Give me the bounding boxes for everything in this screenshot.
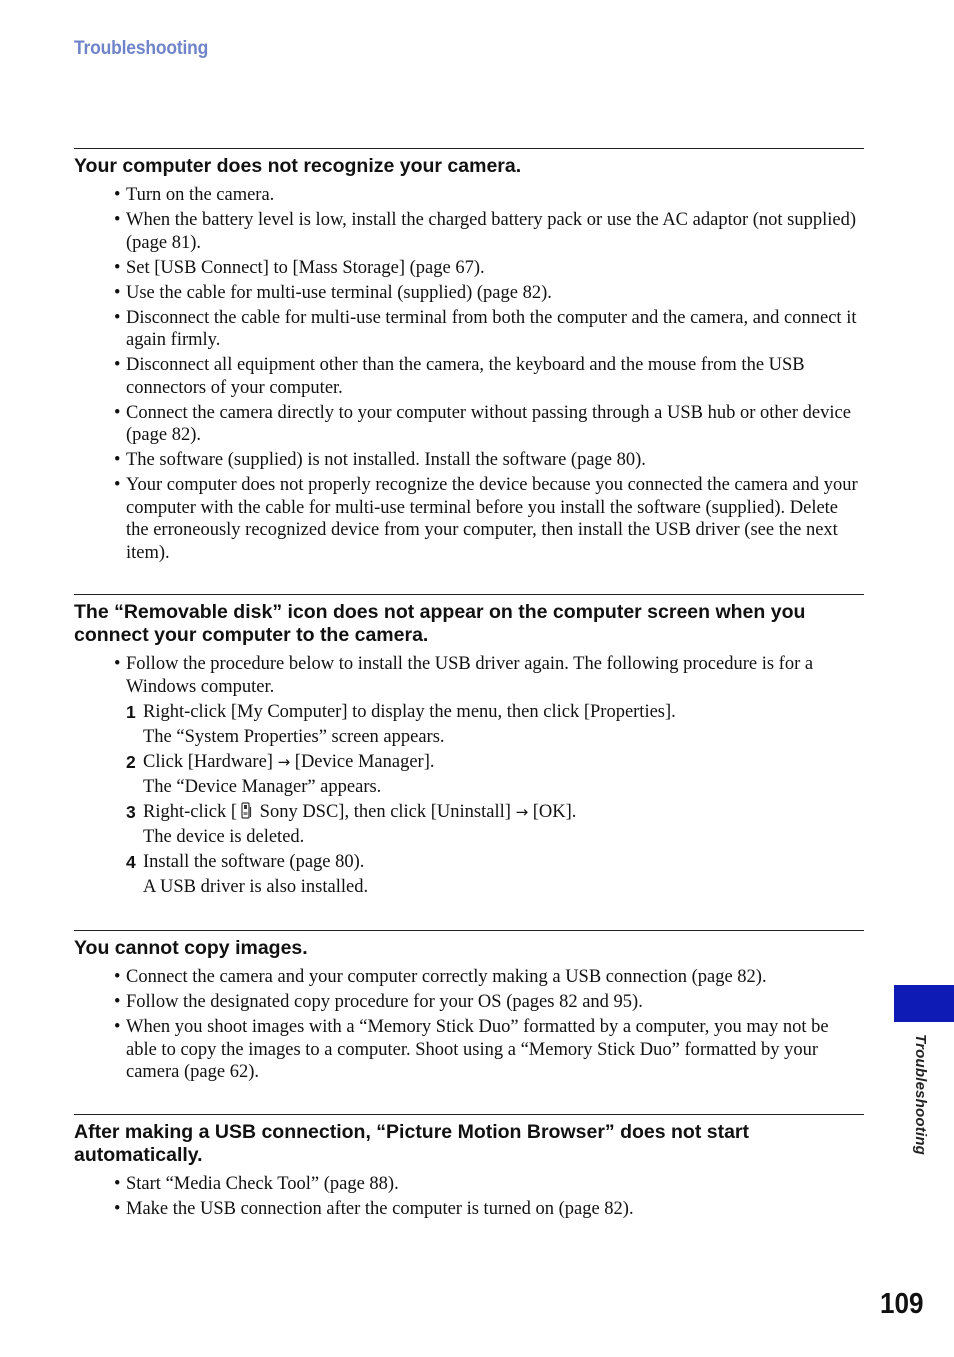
section-not-recognized [74,148,864,567]
list-item: • Your computer does not properly recognize the device because you connected the camera and your computer with the cable for multi-use terminal before you install the software (supplied). Delete the erroneously recognized device from your computer, then install the USB driver (see the next item). [114,475,858,563]
list-item: • Connect the camera and your computer correctly making a USB connection (page 82). [114,967,767,987]
section-divider [74,594,864,595]
section-pmb-not-start [74,1114,864,1223]
list-item: • Use the cable for multi-use terminal (supplied) (page 82). [114,282,552,303]
list-item: • Disconnect all equipment other than the camera, the keyboard and the mouse from the USB connectors of your computer. [114,355,805,398]
step-result: A USB driver is also installed. [143,877,369,897]
list-item: • Connect the camera directly to your computer without passing through a USB hub or other device (page 82). [114,402,851,445]
section-removable-disk [74,594,864,901]
arrow-right-icon: → [277,752,291,771]
list-item: • Follow the designated copy procedure for your OS (pages 82 and 95). [114,992,643,1012]
procedure-steps [74,701,864,899]
section-heading: Your computer does not recognize your camera. [74,155,522,177]
section-heading: You cannot copy images. [74,937,308,959]
running-head: Troubleshooting [74,38,209,59]
step-number: 4 [126,851,136,872]
step-result: The device is deleted. [143,827,305,847]
bullet-list [74,184,864,564]
section-divider [74,930,864,931]
chapter-side-label: Troubleshooting [912,1034,929,1156]
step-result: The “Device Manager” appears. [143,777,382,797]
list-item: • Disconnect the cable for multi-use terminal from both the computer and the camera, and connect it again firmly. [114,307,857,350]
section-heading: After making a USB connection, “Picture Motion Browser” does not start automatically. [74,1121,750,1166]
section-heading: The “Removable disk” icon does not appear on the computer screen when you connect your computer to the camera. [74,601,806,646]
list-item: • Follow the procedure below to install the USB driver again. The following procedure is for a Windows computer. [114,654,814,697]
step-number: 3 [126,801,136,822]
arrow-right-icon: → [515,802,529,821]
step-3: 3 Right-click [ Sony DSC], then click [Uninstall] → [OK]. The device is deleted. [74,801,864,849]
section-divider [74,1114,864,1115]
step-4: 4 Install the software (page 80). A USB driver is also installed. [74,851,864,899]
chapter-tab-marker [894,985,954,1022]
step-result: The “System Properties” screen appears. [143,727,445,747]
list-item: • When you shoot images with a “Memory Stick Duo” formatted by a computer, you may not be able to copy the images to a computer. Shoot using a “Memory Stick Duo” formatted by your camera (page 62). [114,1017,829,1082]
section-cannot-copy [74,930,864,1086]
list-item: • Make the USB connection after the computer is turned on (page 82). [114,1199,634,1219]
section-divider [74,148,864,149]
list-item: • Start “Media Check Tool” (page 88). [114,1174,399,1194]
list-item: • Turn on the camera. [114,185,275,205]
step-2: 2 Click [Hardware] → [Device Manager]. The “Device Manager” appears. [74,751,864,799]
bullet-list [74,1173,864,1221]
step-1: 1 Right-click [My Computer] to display the menu, then click [Properties]. The “System Properties” screen appears. [74,701,864,749]
step-number: 2 [126,751,136,772]
list-item: • The software (supplied) is not installed. Install the software (page 80). [114,450,646,470]
list-item: • When the battery level is low, install the charged battery pack or use the AC adaptor (not supplied) (page 81). [114,210,857,253]
step-number: 1 [126,701,136,722]
bullet-list [74,653,864,698]
bullet-list [74,966,864,1084]
usb-device-icon [239,801,253,821]
page-number: 109 [880,1288,924,1320]
list-item: • Set [USB Connect] to [Mass Storage] (page 67). [114,257,485,278]
